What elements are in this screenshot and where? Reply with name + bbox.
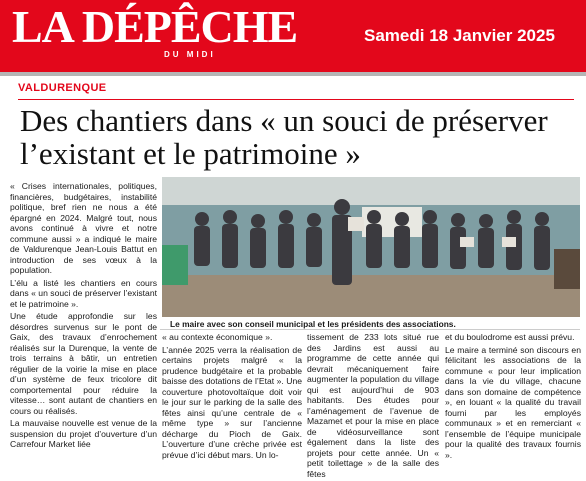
paragraph: « au contexte économique ».: [162, 332, 273, 342]
rubric-underline: [18, 99, 574, 100]
paragraph: et du boulodrome est aussi prévu.: [445, 332, 575, 342]
paragraph: Le maire a terminé son discours en félicitant les associations de la commune « pour leur implication dans la vie du village, chacune dans son domaine de compétence », en louant « la qualité du travail fourni par les employés communaux » et en remerciant « l’ensemble de l’équipe municipale pour la qualité des travaux fournis ».: [445, 344, 581, 460]
paragraph: La mauvaise nouvelle est venue de la suspension du projet d’ouverture d’un Carrefour Market liée: [10, 418, 157, 449]
masthead-banner: [0, 0, 586, 72]
masthead-divider: [0, 72, 586, 76]
newspaper-logo: LA DÉPÊCHE: [12, 1, 298, 52]
article-photo: [162, 177, 580, 317]
article-headline: Des chantiers dans « un souci de préserver l’existant et le patrimoine »: [20, 103, 548, 171]
paragraph: « Crises internationales, politiques, financières, budgétaires, instabilité politique, bref rien ne nous a été épargné en 2024. Malgré tout, nous avons continué à vivre et notre commune aussi » a indiqué le maire de Valdurenque Jean-Louis Battut en introduction de ses vœux à la population.: [10, 181, 157, 275]
article-column-3: [307, 332, 439, 481]
section-rubric: VALDURENQUE: [18, 82, 107, 94]
caption-divider: [160, 329, 580, 330]
article-column-1: [10, 181, 157, 452]
article-column-4: [445, 332, 581, 462]
issue-date: Samedi 18 Janvier 2025: [364, 26, 555, 45]
logo-subtitle: DU MIDI: [164, 50, 216, 59]
paragraph: Une étude approfondie sur les désordres survenus sur le pont de Gaix, des travaux d’enrochement réalisés sur la Durenque, la vente de trois terrains à bâtir, un entretien régulier de la voirie la mise en place d’un système de feux tricolore dit comportemental pour réduire la vitesse… sont autant de chantiers en cours ou réalisés.: [10, 311, 157, 416]
paragraph: tissement de 233 lots situé rue des Jardins est aussi au programme de cette année qui devrait mécaniquement faire augmenter la population du village qui est aujourd’hui de 903 habitants. Des études pour l’aménagement de l’avenue de Mazamet et pour la mise en place de vidéosurveillance sont également dans la liste des projets pour cette année. Un « petit toilettage » de la salle des fêtes: [307, 332, 439, 479]
group-photo-illustration: [162, 177, 580, 317]
photo-caption: Le maire avec son conseil municipal et les présidents des associations.: [170, 319, 456, 329]
paragraph: L’année 2025 verra la réalisation de certains projets malgré « la prudence budgétaire et la probable baisse des dotations de l’Etat ». Une couverture photovoltaïque doit voir le jour sur le parking de la salle des fêtes ainsi qu’une centrale de « même type » sur l’ancienne décharge du Pioch de Gaix. L’ouverture d’une crèche privée est prévue d’ici début mars. Un lo-: [162, 344, 302, 460]
article-column-2: [162, 332, 302, 462]
paragraph: L’élu a listé les chantiers en cours dans « un souci de préserver l’existant et le patrimoine ».: [10, 277, 157, 309]
